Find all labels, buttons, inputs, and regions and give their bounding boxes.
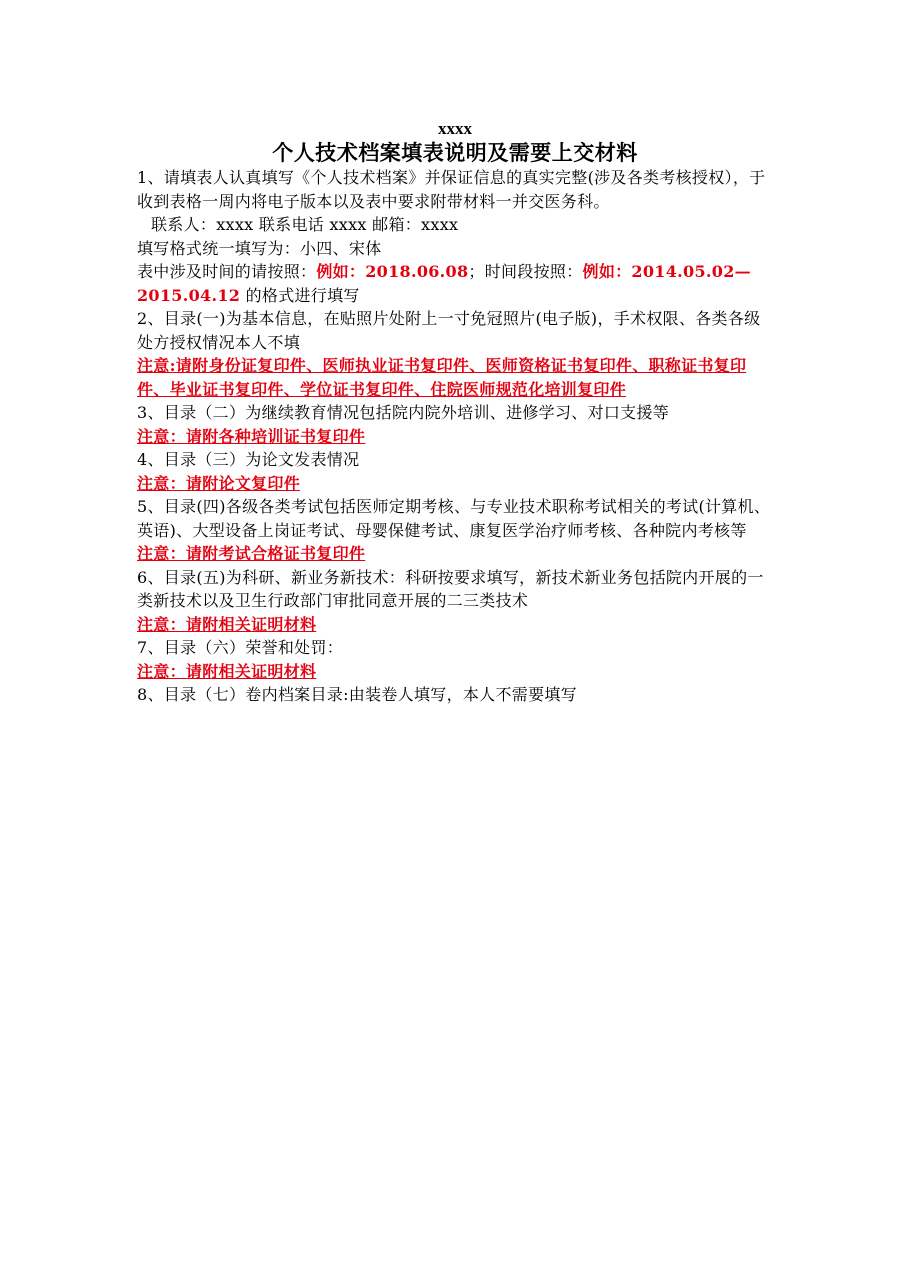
document-page [137,118,773,707]
format-line: 填写格式统一填写为：小四、宋体 [137,238,382,258]
item-5-note: 注意：请附考试合格证书复印件 [137,544,366,563]
time-format-line [137,260,773,307]
item-6-note: 注意：请附相关证明材料 [137,614,317,634]
item-4-note: 注意：请附论文复印件 [137,473,301,493]
item-8-text: 8、目录（七）卷内档案目录:由装卷人填写，本人不需要填写 [137,685,577,704]
item-4-text: 4、目录（三）为论文发表情况 [137,450,360,469]
time-format-prefix: 表中涉及时间的请按照： [137,262,317,281]
organization-name: xxxx [438,119,472,138]
time-example-date: 例如：2018.06.08 [316,262,469,281]
item-7-note: 注意：请附相关证明材料 [137,661,317,681]
item-3-note: 注意：请附各种培训证书复印件 [137,426,366,446]
item-1-text: 1、请填表人认真填写《个人技术档案》并保证信息的真实完整(涉及各类考核授权），于收到表格一周内将电子版本以及表中要求附带材料一并交医务科。 [137,168,766,211]
item-3-text: 3、目录（二）为继续教育情况包括院内院外培训、进修学习、对口支援等 [137,403,670,422]
item-7-text: 7、目录（六）荣誉和处罚： [137,638,344,657]
contact-line: 联系人：xxxx 联系电话 xxxx 邮箱：xxxx [151,215,459,234]
item-2-note: 注意:请附身份证复印件、医师执业证书复印件、医师资格证书复印件、职称证书复印件、毕业证书复印件、学位证书复印件、住院医师规范化培训复印件 [137,356,747,399]
item-5-text: 5、目录(四)各级各类考试包括医师定期考核、与专业技术职称考试相关的考试(计算机、英语)、大型设备上岗证考试、母婴保健考试、康复医学治疗师考核、各种院内考核等 [137,497,771,540]
time-example-range: 例如：2014.05.02—2015.04.12 [137,262,751,305]
document-title: 个人技术档案填表说明及需要上交材料 [272,141,638,165]
time-format-suffix: 的格式进行填写 [240,285,360,305]
item-6-text: 6、目录(五)为科研、新业务新技术：科研按要求填写，新技术新业务包括院内开展的一类新技术以及卫生行政部门审批同意开展的二三类技术 [137,567,764,610]
time-format-separator: ；时间段按照： [468,262,583,281]
item-2-text: 2、目录(一)为基本信息，在贴照片处附上一寸免冠照片(电子版)，手术权限、各类各级处方授权情况本人不填 [137,309,761,352]
